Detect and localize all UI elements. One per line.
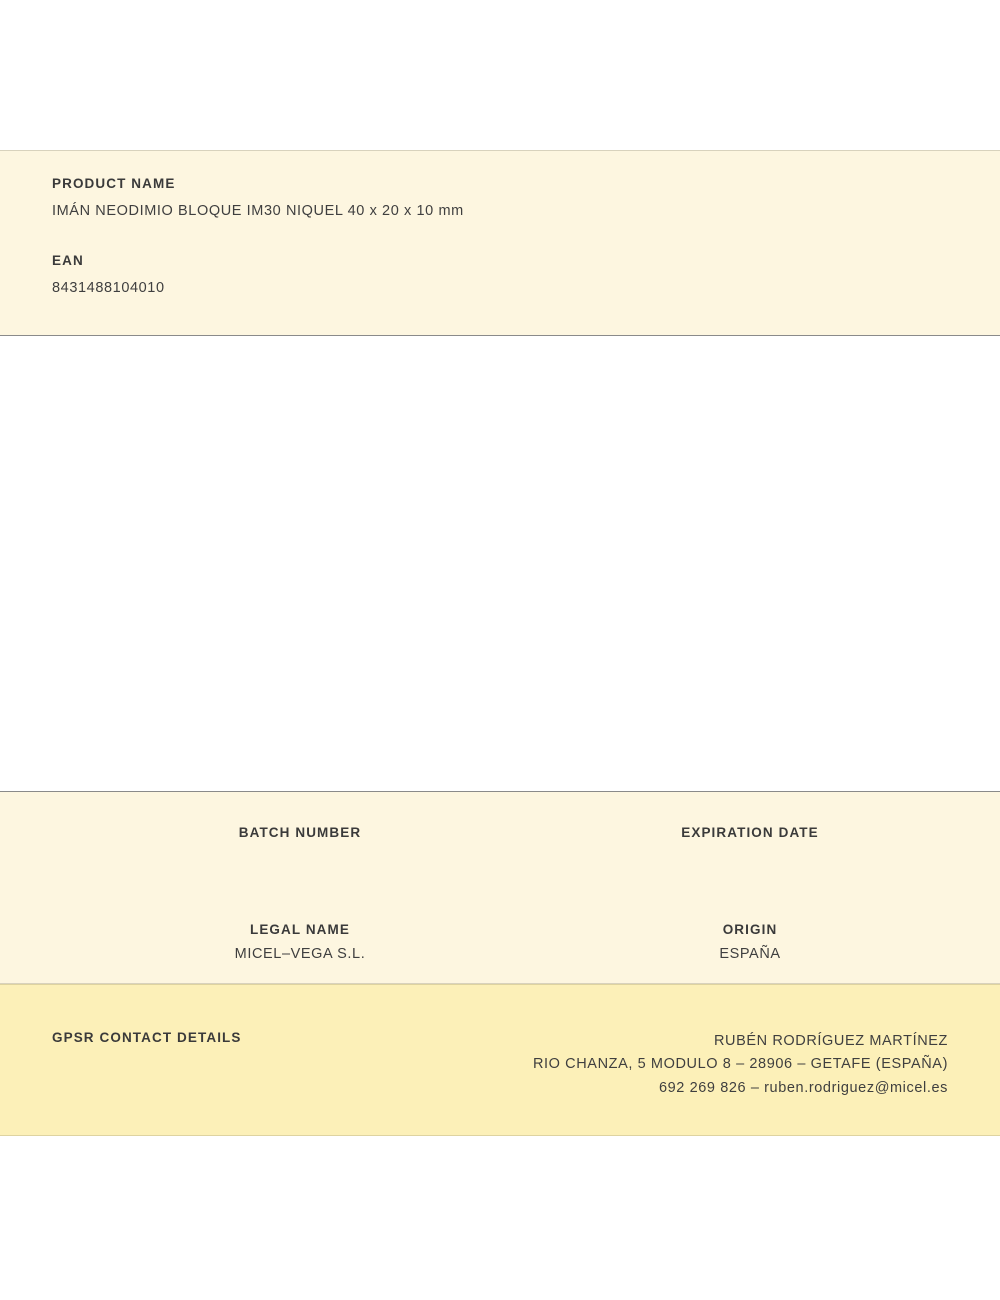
origin-label: ORIGIN (722, 922, 778, 937)
gpsr-contact-name: RUBÉN RODRÍGUEZ MARTÍNEZ (713, 1033, 948, 1049)
legal-name-value: MICEL–VEGA S.L. (234, 946, 366, 962)
ean-group (52, 253, 948, 296)
expiration-date-label: EXPIRATION DATE (681, 825, 819, 840)
origin-cell (600, 922, 1000, 963)
empty-content-area (0, 336, 1000, 791)
expiration-date-value (600, 849, 900, 866)
gpsr-address-block (533, 1030, 948, 1135)
batch-number-cell (0, 825, 600, 866)
ean-value: 8431488104010 (52, 280, 165, 296)
gpsr-contact-address: RIO CHANZA, 5 MODULO 8 – 28906 – GETAFE (ESPAÑA) (532, 1056, 948, 1073)
gpsr-contact-phone-email: 692 269 826 – ruben.rodriguez@micel.es (658, 1079, 948, 1096)
batch-number-value (0, 849, 600, 866)
batch-header-row (0, 792, 1000, 866)
gpsr-title: GPSR CONTACT DETAILS (52, 1030, 242, 1045)
ean-label: EAN (52, 253, 84, 268)
page-footer-space (0, 1136, 1000, 1300)
gpsr-contact-section (0, 984, 1000, 1136)
product-name-group (52, 176, 948, 219)
expiration-date-cell (600, 825, 1000, 866)
origin-value: ESPAÑA (719, 946, 781, 962)
batch-info-section (0, 791, 1000, 984)
legal-name-cell (0, 922, 600, 963)
legal-name-label: LEGAL NAME (249, 922, 350, 937)
product-name-value: IMÁN NEODIMIO BLOQUE IM30 NIQUEL 40 x 20 x 10 mm (52, 203, 464, 219)
product-info-section (0, 150, 1000, 336)
product-name-label: PRODUCT NAME (52, 176, 176, 191)
legal-info-row (0, 866, 1000, 963)
batch-number-label: BATCH NUMBER (238, 825, 362, 840)
